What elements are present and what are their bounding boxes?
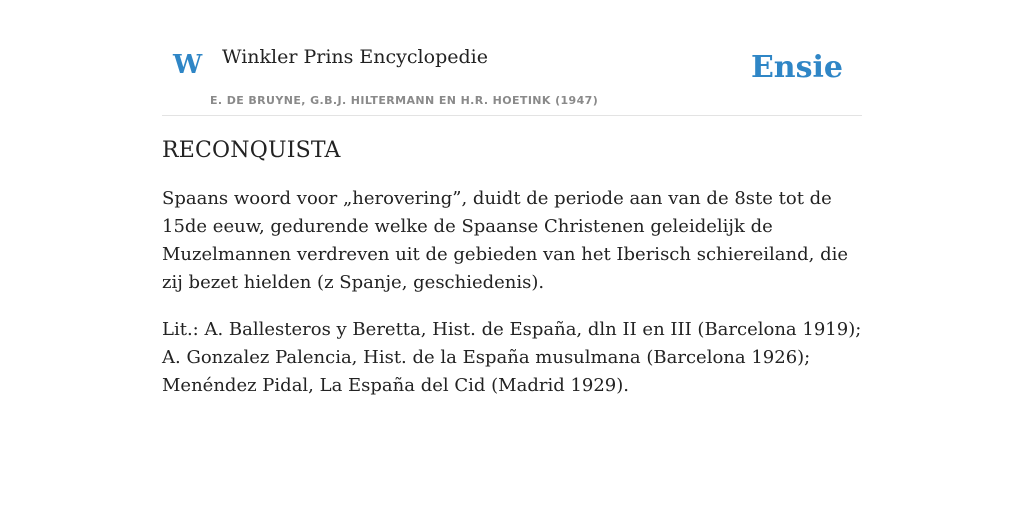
source-header [162, 0, 862, 116]
winkler-prins-logo[interactable]: W [173, 50, 203, 80]
entry-definition: Spaans woord voor „herovering”, duidt de periode aan van de 8ste tot de 15de eeuw, gedurende welke de Spaanse Christenen geleidelijk de Muzelmannen verdreven uit de gebieden van het Iberisch schiereiland, die zij bezet hielden (z Spanje, geschiedenis). [162, 188, 849, 293]
entry-literature: Lit.: A. Ballesteros y Beretta, Hist. de España, dln II en III (Barcelona 1919); A. Gonzalez Palencia, Hist. de la España musulmana (Barcelona 1926); Menéndez Pidal, La España del Cid (Madrid 1929). [162, 319, 862, 396]
source-authors: E. DE BRUYNE, G.B.J. HILTERMANN EN H.R. HOETINK (1947) [210, 94, 599, 107]
source-title[interactable]: Winkler Prins Encyclopedie [222, 46, 488, 68]
entry-title: RECONQUISTA [162, 138, 341, 163]
entry-content [162, 138, 862, 419]
ensie-logo-link[interactable]: Ensie [750, 50, 843, 85]
